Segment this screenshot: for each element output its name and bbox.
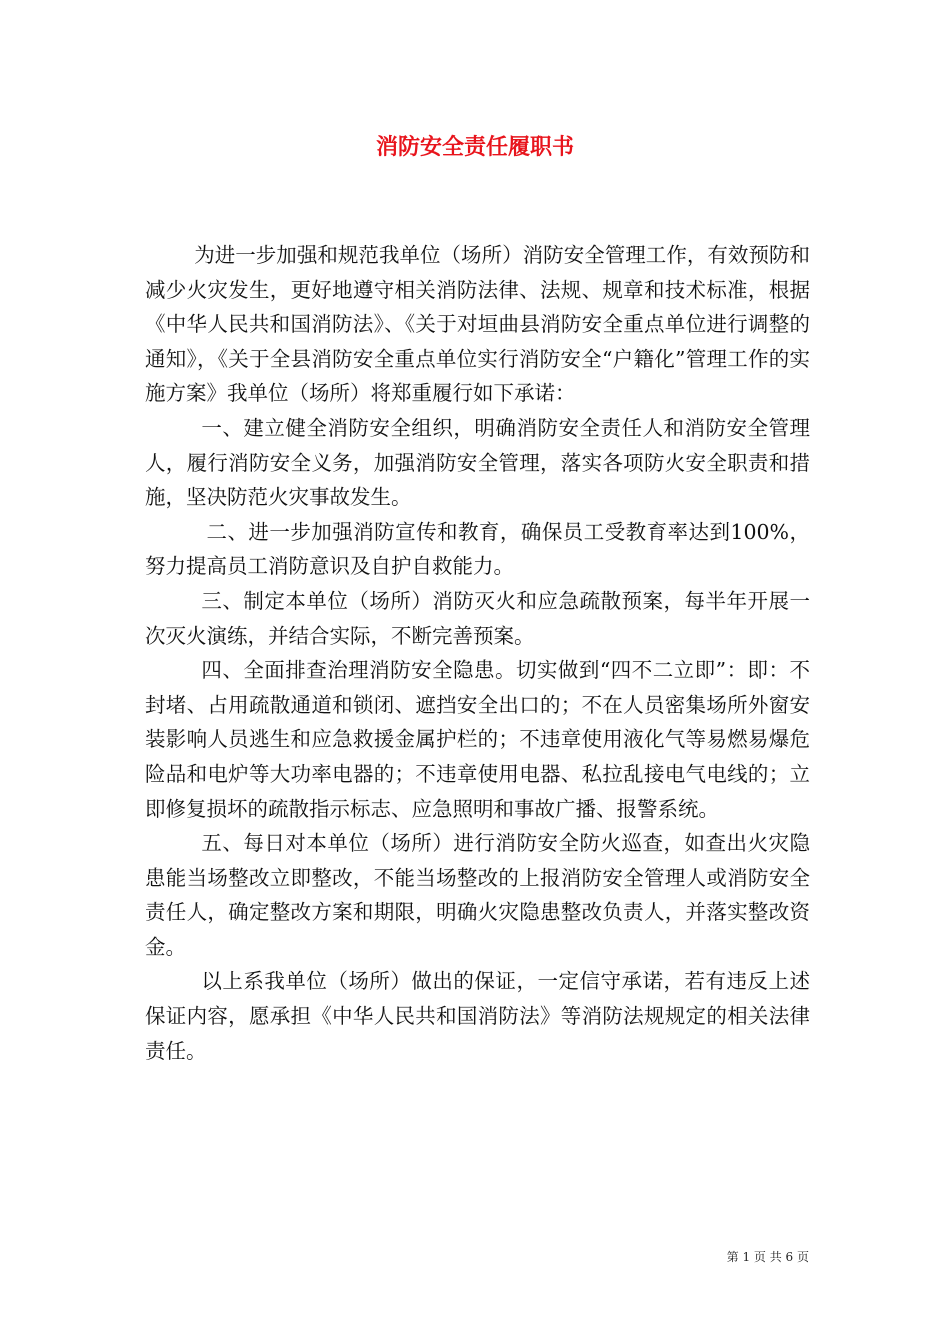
- commitment-paragraph-1: 一、建立健全消防安全组织，明确消防安全责任人和消防安全管理人，履行消防安全义务，加强消防安全管理，落实各项防火安全职责和措施，坚决防范火灾事故发生。: [145, 415, 810, 510]
- commitment-paragraph-4: 四、全面排查治理消防安全隐患。切实做到“四不二立即”：即：不封堵、占用疏散通道和锁闭、遮挡安全出口的；不在人员密集场所外窗安装影响人员逃生和应急救援金属护栏的；不违章使用液化气等易燃易爆危险品和电炉等大功率电器的；不违章使用电器、私拉乱接电气电线的；立即修复损坏的疏散指示标志、应急照明和事故广播、报警系统。: [145, 658, 810, 821]
- document-body: [145, 238, 810, 1068]
- page-number: 第 1 页 共 6 页: [726, 1250, 809, 1264]
- commitment-paragraph-2: 二、进一步加强消防宣传和教育，确保员工受教育率达到100%，努力提高员工消防意识及自护自救能力。: [145, 519, 810, 579]
- commitment-paragraph-3: 三、制定本单位（场所）消防灭火和应急疏散预案，每半年开展一次灭火演练，并结合实际，不断完善预案。: [145, 588, 810, 648]
- commitment-paragraph-5: 五、每日对本单位（场所）进行消防安全防火巡查，如查出火灾隐患能当场整改立即整改，不能当场整改的上报消防安全管理人或消防安全责任人，确定整改方案和期限，明确火灾隐患整改负责人，并落实整改资金。: [145, 831, 810, 959]
- intro-paragraph: 为进一步加强和规范我单位（场所）消防安全管理工作，有效预防和减少火灾发生，更好地遵守相关消防法律、法规、规章和技术标准，根据《中华人民共和国消防法》、《关于对垣曲县消防安全重点单位进行调整的通知》，《关于全县消防安全重点单位实行消防安全“户籍化”管理工作的实施方案》我单位（场所）将郑重履行如下承诺：: [145, 243, 810, 406]
- document-title: 消防安全责任履职书: [375, 134, 574, 160]
- closing-paragraph: 以上系我单位（场所）做出的保证，一定信守承诺，若有违反上述保证内容，愿承担《中华人民共和国消防法》等消防法规规定的相关法律责任。: [145, 969, 810, 1063]
